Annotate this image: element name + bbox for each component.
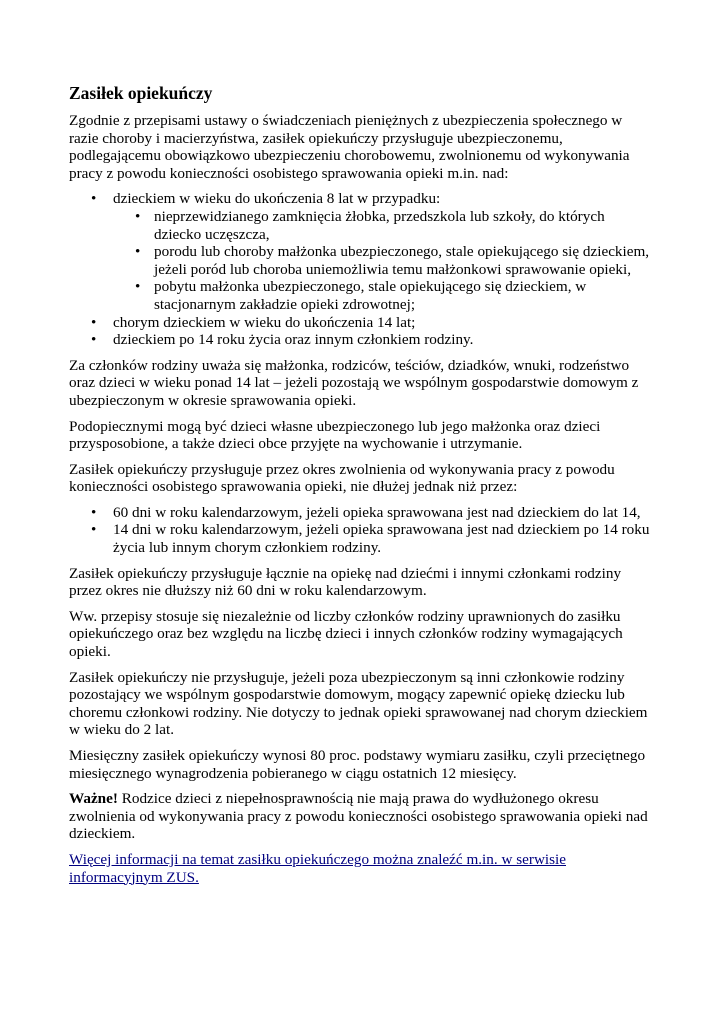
- total-limit-paragraph: Zasiłek opiekuńczy przysługuje łącznie na opiekę nad dziećmi i innymi członkami rodziny przez okres nie dłuższy niż 60 dni w roku kalendarzowym.: [69, 564, 622, 600]
- bullet-icon: •: [91, 503, 97, 521]
- intro-paragraph: Zgodnie z przepisami ustawy o świadczeniach pieniężnych z ubezpieczenia społecznego w razie choroby i macierzyństwa, zasiłek opiekuńczy przysługuje ubezpieczonemu, podlegającemu obowiązkowo ubezpieczeniu chorobowemu, zwolnionemu od wykonywania pracy z powodu konieczności osobistego sprawowania opieki m.in. nad:: [69, 112, 630, 182]
- bullet-icon: •: [91, 331, 97, 349]
- exclusion-paragraph: Zasiłek opiekuńczy nie przysługuje, jeżeli poza ubezpieczonym są inni członkowie rodziny pozostający we wspólnym gospodarstwie domowym, mogący zapewnić opiekę dziecku lub choremu członkowi rodziny. Nie dotyczy to jednak opieki sprawowanej nad chorym dzieckiem w wieku do 2 lat.: [69, 668, 648, 739]
- bullet-icon: •: [91, 190, 97, 208]
- more-info-link[interactable]: Więcej informacji na temat zasiłku opiekuńczego można znaleźć m.in. w serwisie informacyjnym ZUS.: [69, 850, 566, 886]
- bullet-icon: •: [91, 313, 97, 331]
- sub-list-item-text: porodu lub choroby małżonka ubezpieczonego, stale opiekującego się dzieckiem, jeżeli poród lub choroba uniemożliwia temu małżonkowi sprawowanie opieki,: [154, 243, 650, 278]
- bullet-icon: •: [91, 521, 97, 539]
- family-members-paragraph: Za członków rodziny uważa się małżonka, rodziców, teściów, dziadków, wnuki, rodzeństwo oraz dzieci w wieku ponad 14 lat – jeżeli pozostają we wspólnym gospodarstwie domowym z ubezpieczonym w okresie sprawowania opieki.: [69, 356, 639, 409]
- sub-list: [113, 208, 654, 314]
- list-item-text: dzieckiem w wieku do ukończenia 8 lat w przypadku:: [113, 190, 441, 208]
- benefit-period-paragraph: Zasiłek opiekuńczy przysługuje przez okres zwolnienia od wykonywania pracy z powodu konieczności osobistego sprawowania opieki, nie dłużej jednak niż przez:: [69, 460, 615, 496]
- list-item: [69, 314, 654, 332]
- list-item-text: chorym dzieckiem w wieku do ukończenia 14 lat;: [113, 313, 416, 331]
- important-note-paragraph: [69, 790, 654, 843]
- dependents-paragraph: Podopiecznymi mogą być dzieci własne ubezpieczonego lub jego małżonka oraz dzieci przysposobione, a także dzieci obce przyjęte na wychowanie i utrzymanie.: [69, 417, 601, 453]
- sub-list-item-text: pobytu małżonka ubezpieczonego, stale opiekującego się dzieckiem, w stacjonarnym zakładzie opieki zdrowotnej;: [154, 278, 587, 313]
- care-cases-list: [69, 190, 654, 348]
- list-item: [69, 521, 654, 556]
- important-label: Ważne!: [69, 790, 118, 808]
- bullet-icon: •: [135, 207, 141, 225]
- more-info-paragraph: [69, 851, 654, 886]
- list-item-text: 14 dni w roku kalendarzowym, jeżeli opieka sprawowana jest nad dzieckiem po 14 roku życia lub innym chorym członkiem rodziny.: [113, 521, 650, 557]
- list-item-text: dzieckiem po 14 roku życia oraz innym członkiem rodziny.: [113, 331, 474, 349]
- list-item: [69, 190, 654, 313]
- list-item-text: 60 dni w roku kalendarzowym, jeżeli opieka sprawowana jest nad dzieckiem do lat 14,: [113, 503, 641, 521]
- amount-paragraph: Miesięczny zasiłek opiekuńczy wynosi 80 proc. podstawy wymiaru zasiłku, czyli przeciętnego miesięcznego wynagrodzenia pobieranego w ciągu ostatnich 12 miesięcy.: [69, 747, 646, 782]
- bullet-icon: •: [135, 278, 141, 296]
- period-limits-list: [69, 504, 654, 557]
- sub-list-item-text: nieprzewidzianego zamknięcia żłobka, przedszkola lub szkoły, do których dziecko uczęszcza,: [154, 207, 605, 243]
- sub-list-item: [113, 208, 654, 243]
- page-title: Zasiłek opiekuńczy: [69, 83, 213, 103]
- bullet-icon: •: [135, 243, 141, 261]
- list-item: [69, 331, 654, 349]
- list-item: [69, 504, 654, 522]
- important-note-text: Rodzice dzieci z niepełnosprawnością nie mają prawa do wydłużonego okresu zwolnienia od wykonywania pracy z powodu konieczności osobistego sprawowania opieki nad dzieckiem.: [69, 790, 648, 843]
- sub-list-item: [113, 243, 654, 278]
- sub-list-item: [113, 278, 654, 313]
- applicability-paragraph: Ww. przepisy stosuje się niezależnie od liczby członków rodziny uprawnionych do zasiłku opiekuńczego oraz bez względu na liczbę dzieci i innych członków rodziny wymagających opieki.: [69, 607, 623, 661]
